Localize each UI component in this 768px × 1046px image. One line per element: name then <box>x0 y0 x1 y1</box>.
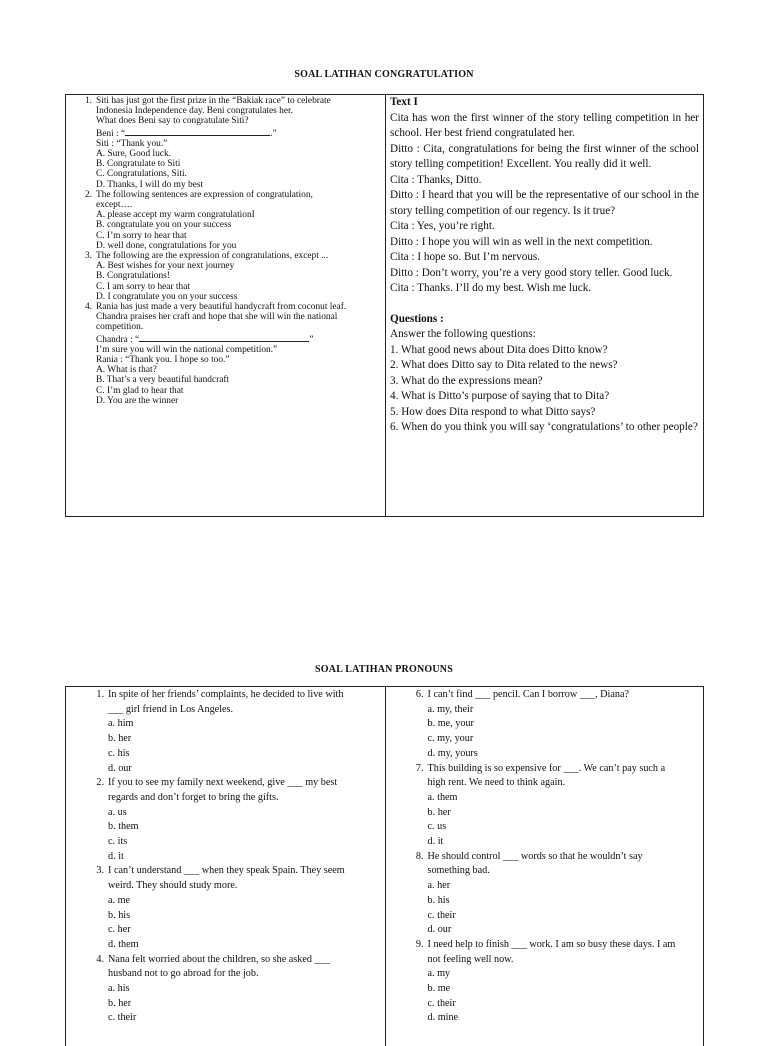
text-question: 3. What do the expressions mean? <box>390 374 543 387</box>
option[interactable]: a. him <box>108 718 134 730</box>
pronoun-question-9 <box>388 938 704 967</box>
pronoun-options-2 <box>68 806 385 865</box>
option[interactable]: b. his <box>108 909 131 921</box>
question-text-line: except…. <box>96 200 133 211</box>
pronoun-question-2 <box>68 776 385 805</box>
option[interactable]: B. That’s a very beautiful handcraft <box>96 375 230 386</box>
option[interactable]: c. my, your <box>427 733 474 745</box>
pronoun-options-4 <box>68 982 385 1026</box>
congrat-options-1 <box>72 149 381 190</box>
pronoun-options-8 <box>388 879 704 938</box>
question-number: 9. <box>415 938 424 950</box>
text-heading: Text I <box>390 96 418 108</box>
text-question: 4. What is Ditto’s purpose of saying that to Dita? <box>390 390 610 402</box>
question-text-line: Siti has just got the first prize in the “Bakiak race” to celebrate <box>96 96 331 106</box>
option[interactable]: A. Best wishes for your next journey <box>96 261 235 272</box>
option[interactable]: a. us <box>108 806 127 818</box>
text-paragraph: Cita has won the first winner of the story telling competition in her school. Her best friend congratulated her. <box>390 111 699 139</box>
question-text-line: Chandra praises her craft and hope that she will win the national <box>96 312 338 323</box>
pronoun-question-4 <box>68 953 385 982</box>
reading-text-column <box>385 95 703 516</box>
option[interactable]: b. her <box>108 733 132 745</box>
dialog-line: Ditto : Cita, congratulations for being the first winner of the school story telling competition! Excellent. You really did it well. <box>390 142 699 170</box>
question-text-line: Nana felt worried about the children, so she asked ___ <box>108 953 330 965</box>
question-text-line: something bad. <box>427 865 490 877</box>
question-number: 8. <box>415 850 424 862</box>
text-question: 5. How does Dita respond to what Ditto says? <box>390 405 596 418</box>
option[interactable]: C. I am sorry to hear that <box>96 281 190 292</box>
option[interactable]: c. its <box>108 836 128 848</box>
option[interactable]: d. our <box>108 762 132 774</box>
dialog-line: I’m sure you will win the national competition.” <box>96 344 278 355</box>
question-text-line: I can’t understand ___ when they speak Spain. They seem <box>108 865 345 877</box>
pronouns-right-column <box>385 687 704 1046</box>
pronoun-question-1 <box>68 688 385 717</box>
question-text-line: I can’t find ___ pencil. Can I borrow ___, Diana? <box>427 689 630 700</box>
text-question: 1. What good news about Dita does Ditto know? <box>390 343 608 356</box>
question-text-line: husband not to go abroad for the job. <box>108 968 259 980</box>
pronoun-question-8 <box>388 850 704 879</box>
option[interactable]: b. me <box>427 983 451 995</box>
pronoun-question-6 <box>388 688 704 703</box>
question-text-line: ___ girl friend in Los Angeles. <box>108 703 234 715</box>
option[interactable]: C. I’m sorry to hear that <box>96 230 187 241</box>
dialog-line: Cita : Thanks, Ditto. <box>390 173 482 186</box>
text-question: 2. What does Ditto say to Dita related to the news? <box>390 359 618 371</box>
option[interactable]: a. me <box>108 894 131 906</box>
dialog-speaker: Chandra : “ <box>96 334 140 345</box>
dialog-line: Siti : “Thank you.” <box>96 138 168 149</box>
question-number: 3. <box>84 251 92 262</box>
question-number: 4. <box>84 302 92 313</box>
question-number: 3. <box>96 865 104 877</box>
dialog-end: ” <box>309 334 314 345</box>
option[interactable]: d. it <box>427 836 444 848</box>
option[interactable]: D. well done, congratulations for you <box>96 240 237 251</box>
option[interactable]: a. them <box>427 791 458 803</box>
option[interactable]: D. Thanks, I will do my best <box>96 179 204 190</box>
congratulation-title: SOAL LATIHAN CONGRATULATION <box>294 69 474 80</box>
dialog-speaker: Beni : “ <box>96 128 126 139</box>
option[interactable]: c. their <box>427 909 456 921</box>
pronouns-table <box>65 686 704 1046</box>
congratulation-questions-column <box>66 95 385 516</box>
question-text-line: Rania has just made a very beautiful handycraft from coconut leaf. <box>96 302 347 313</box>
option[interactable]: b. me, your <box>427 718 474 730</box>
option[interactable]: d. them <box>108 938 139 950</box>
option[interactable]: c. their <box>108 1012 137 1024</box>
option[interactable]: b. them <box>108 821 139 833</box>
dialog-line: Ditto : I hope you will win as well in the next competition. <box>390 235 653 248</box>
congrat-options-3 <box>72 261 381 302</box>
question-text-line: In spite of her friends’ complaints, he decided to live with <box>108 689 344 700</box>
question-text-line: This building is so expensive for ___. We can’t pay such a <box>427 762 666 774</box>
question-text-line: If you to see my family next weekend, give ___ my best <box>108 777 338 789</box>
question-text-line: competition. <box>96 322 144 333</box>
question-text-line: I need help to finish ___ work. I am so busy these days. I am <box>427 938 676 950</box>
pronoun-options-1 <box>68 717 385 776</box>
question-text-line: not feeling well now. <box>427 953 514 965</box>
dialog-line: Ditto : I heard that you will be the representative of our school in the story telling competition of our regency. Is it true? <box>390 189 699 217</box>
question-text-line: He should control ___ words so that he wouldn’t say <box>427 850 643 862</box>
option[interactable]: c. her <box>108 924 131 936</box>
option[interactable]: a. my, their <box>427 703 474 715</box>
pronoun-options-9 <box>388 967 704 1026</box>
option[interactable]: c. his <box>108 747 130 759</box>
congratulation-table <box>65 94 704 517</box>
option[interactable]: A. What is that? <box>96 365 157 376</box>
question-text-line: Indonesia Independence day. Beni congratulates her. <box>96 106 293 117</box>
dialog-line: Cita : Yes, you’re right. <box>390 220 495 232</box>
question-text-line: high rent. We need to think again. <box>427 777 566 789</box>
dialog-line <box>96 333 381 345</box>
question-text-line: What does Beni say to congratulate Siti? <box>96 116 249 127</box>
dialog-line: Ditto : Don’t worry, you’re a very good story teller. Good luck. <box>390 266 673 279</box>
text-question: 6. When do you think you will say ‘congratulations’ to other people? <box>390 421 698 433</box>
option[interactable]: c. their <box>427 997 456 1009</box>
pronoun-options-6 <box>388 703 704 762</box>
answer-blank[interactable] <box>139 333 309 342</box>
pronouns-left-column <box>66 687 385 1046</box>
question-number: 2. <box>84 189 92 200</box>
option[interactable]: A. Sure, Good luck. <box>96 149 171 160</box>
congrat-question-4 <box>72 302 381 365</box>
option[interactable]: D. You are the winner <box>96 395 179 406</box>
option[interactable]: d. my, yours <box>427 747 478 759</box>
option[interactable]: A. please accept my warm congratulationI <box>96 210 255 221</box>
questions-intro: Answer the following questions: <box>390 328 536 340</box>
option[interactable]: b. her <box>427 806 451 818</box>
congrat-options-2 <box>72 210 381 251</box>
question-text-line: regards and don’t forget to bring the gifts. <box>108 791 279 803</box>
option[interactable]: B. Congratulations! <box>96 271 170 282</box>
option[interactable]: b. her <box>108 997 132 1009</box>
option[interactable]: d. mine <box>427 1012 459 1024</box>
congrat-question-2 <box>72 190 381 210</box>
option[interactable]: d. it <box>108 850 124 862</box>
option[interactable]: d. our <box>427 924 452 936</box>
option[interactable]: B. Congratulate to Siti <box>96 159 181 170</box>
dialog-end: .” <box>270 128 277 139</box>
dialog-line <box>96 127 381 139</box>
dialog-line: Cita : I hope so. But I’m nervous. <box>390 251 541 263</box>
question-number: 6. <box>415 689 424 700</box>
question-number: 7. <box>415 762 424 774</box>
question-text-line: The following sentences are expression of congratulation, <box>96 189 313 200</box>
dialog-line: Rania : “Thank you. I hope so too.” <box>96 355 230 366</box>
pronoun-options-7 <box>388 791 704 850</box>
questions-heading: Questions : <box>390 312 444 325</box>
option[interactable]: a. my <box>427 968 451 980</box>
congrat-question-3 <box>72 251 381 261</box>
question-text-line: The following are the expression of congratulations, except ... <box>96 251 329 262</box>
option[interactable]: c. us <box>427 821 447 833</box>
question-number: 4. <box>96 953 104 965</box>
option[interactable]: B. congratulate you on your success <box>96 220 232 231</box>
congrat-options-4 <box>72 365 381 406</box>
pronouns-title: SOAL LATIHAN PRONOUNS <box>315 664 453 675</box>
dialog-line: Cita : Thanks. I’ll do my best. Wish me luck. <box>390 282 592 294</box>
answer-blank[interactable] <box>125 127 270 136</box>
option[interactable]: C. Congratulations, Siti. <box>96 169 187 180</box>
congrat-question-1 <box>72 96 381 149</box>
question-number: 2. <box>96 777 104 789</box>
question-number: 1. <box>96 689 104 700</box>
option[interactable]: a. his <box>108 983 130 995</box>
question-text-line: weird. They should study more. <box>108 880 238 892</box>
pronoun-question-3 <box>68 864 385 893</box>
question-number: 1. <box>84 96 92 106</box>
option[interactable]: a. her <box>427 880 451 892</box>
option[interactable]: C. I’m glad to hear that <box>96 385 184 396</box>
option[interactable]: D. I congratulate you on your success <box>96 291 238 302</box>
pronoun-question-7 <box>388 762 704 791</box>
pronoun-options-3 <box>68 894 385 953</box>
option[interactable]: b. his <box>427 894 450 906</box>
